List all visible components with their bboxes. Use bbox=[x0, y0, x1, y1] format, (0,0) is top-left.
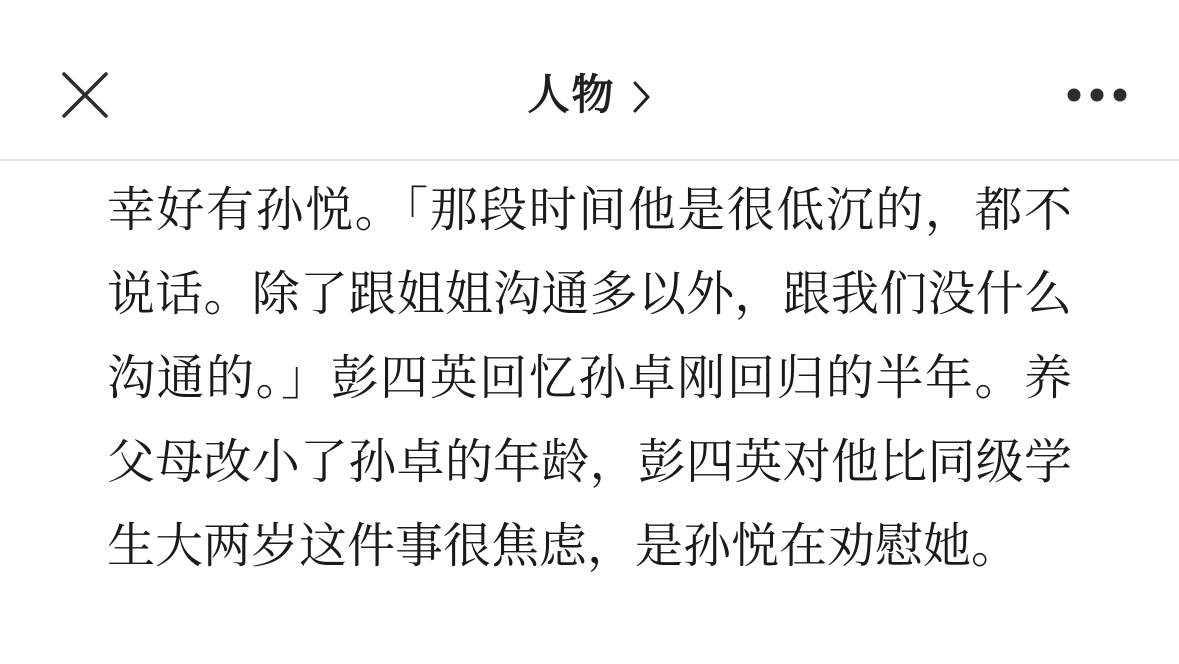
chevron-right-icon bbox=[632, 80, 652, 114]
header-title-group[interactable] bbox=[527, 71, 651, 118]
header-bar bbox=[0, 0, 1179, 161]
close-icon bbox=[59, 69, 111, 121]
more-options-button[interactable] bbox=[1061, 80, 1133, 110]
page-title: 人物 bbox=[527, 71, 616, 118]
close-button[interactable] bbox=[56, 66, 114, 124]
article-paragraph: 幸好有孙悦。「那段时间他是很低沉的，都不说话。除了跟姐姐沟通多以外，跟我们没什么沟通的。」彭四英回忆孙卓刚回归的半年。养父母改小了孙卓的年龄，彭四英对他比同级学生大两岁这件事很焦虑，是孙悦在劝慰她。 bbox=[107, 184, 1072, 573]
ellipsis-icon bbox=[1067, 88, 1127, 102]
article-body bbox=[0, 161, 1179, 589]
